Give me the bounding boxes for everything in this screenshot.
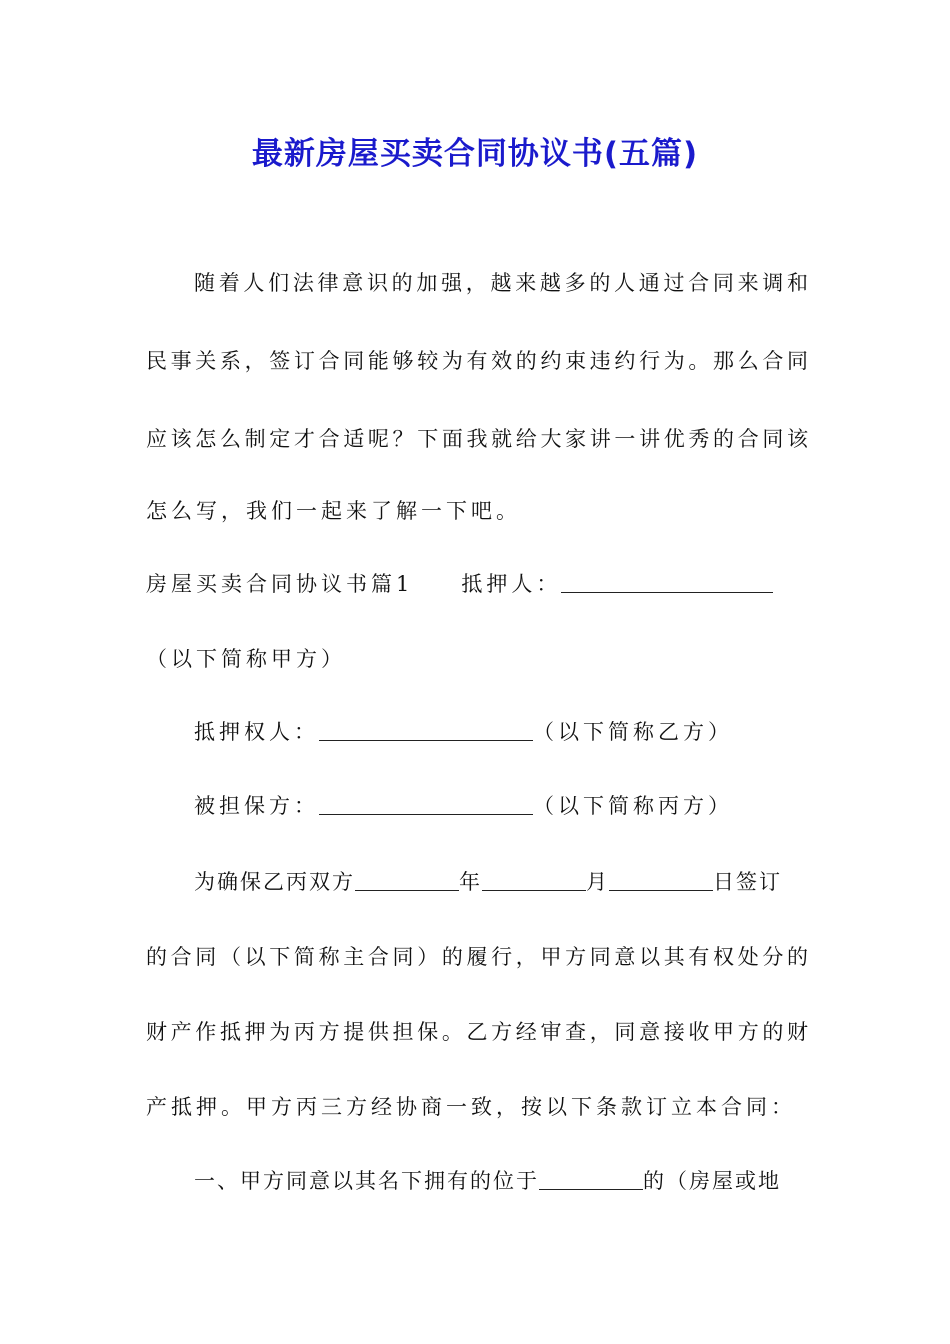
para2-line-3: 财产作抵押为丙方提供担保。乙方经审查，同意接收甲方的财 [146,1020,808,1044]
mortgagee-line [194,712,808,752]
location-blank [539,1165,643,1190]
intro-line-1: 随着人们法律意识的加强，越来越多的人通过合同来调和 [194,271,808,295]
month-label: 月 [586,870,609,894]
para2-line-4: 产抵押。甲方丙三方经协商一致，按以下条款订立本合同： [146,1095,796,1119]
guaranteed-label: 被担保方： [194,794,319,818]
month-blank [482,866,586,891]
year-blank [355,866,459,891]
year-label: 年 [459,870,482,894]
guaranteed-line [194,786,808,826]
mortgagor-label: 抵押人： [461,572,562,596]
clause1-line [194,1161,808,1201]
day-end: 日签订 [713,870,782,894]
mortgagor-blank [561,568,773,593]
section-heading-line [146,564,808,604]
intro-line-2: 民事关系，签订合同能够较为有效的约束违约行为。那么合同 [146,349,808,373]
party-a-note: （以下简称甲方） [146,647,346,671]
para2-start: 为确保乙丙双方 [194,870,355,894]
para2-line-2: 的合同（以下简称主合同）的履行，甲方同意以其有权处分的 [146,945,808,969]
section-heading: 房屋买卖合同协议书篇1 [146,572,414,596]
day-blank [609,866,713,891]
mortgagee-blank [319,716,533,741]
para2-line-1 [194,862,808,902]
party-b-note: （以下简称乙方） [533,720,733,744]
guaranteed-blank [319,790,533,815]
party-c-note: （以下简称丙方） [533,794,733,818]
clause1-end: 的（房屋或地 [643,1169,781,1193]
intro-line-4: 怎么写，我们一起来了解一下吧。 [146,499,521,523]
intro-line-3: 应该怎么制定才合适呢？下面我就给大家讲一讲优秀的合同该 [146,427,808,451]
clause1-start: 一、甲方同意以其名下拥有的位于 [194,1169,539,1193]
document-title: 最新房屋买卖合同协议书(五篇) [251,136,699,172]
mortgagee-label: 抵押权人： [194,720,319,744]
